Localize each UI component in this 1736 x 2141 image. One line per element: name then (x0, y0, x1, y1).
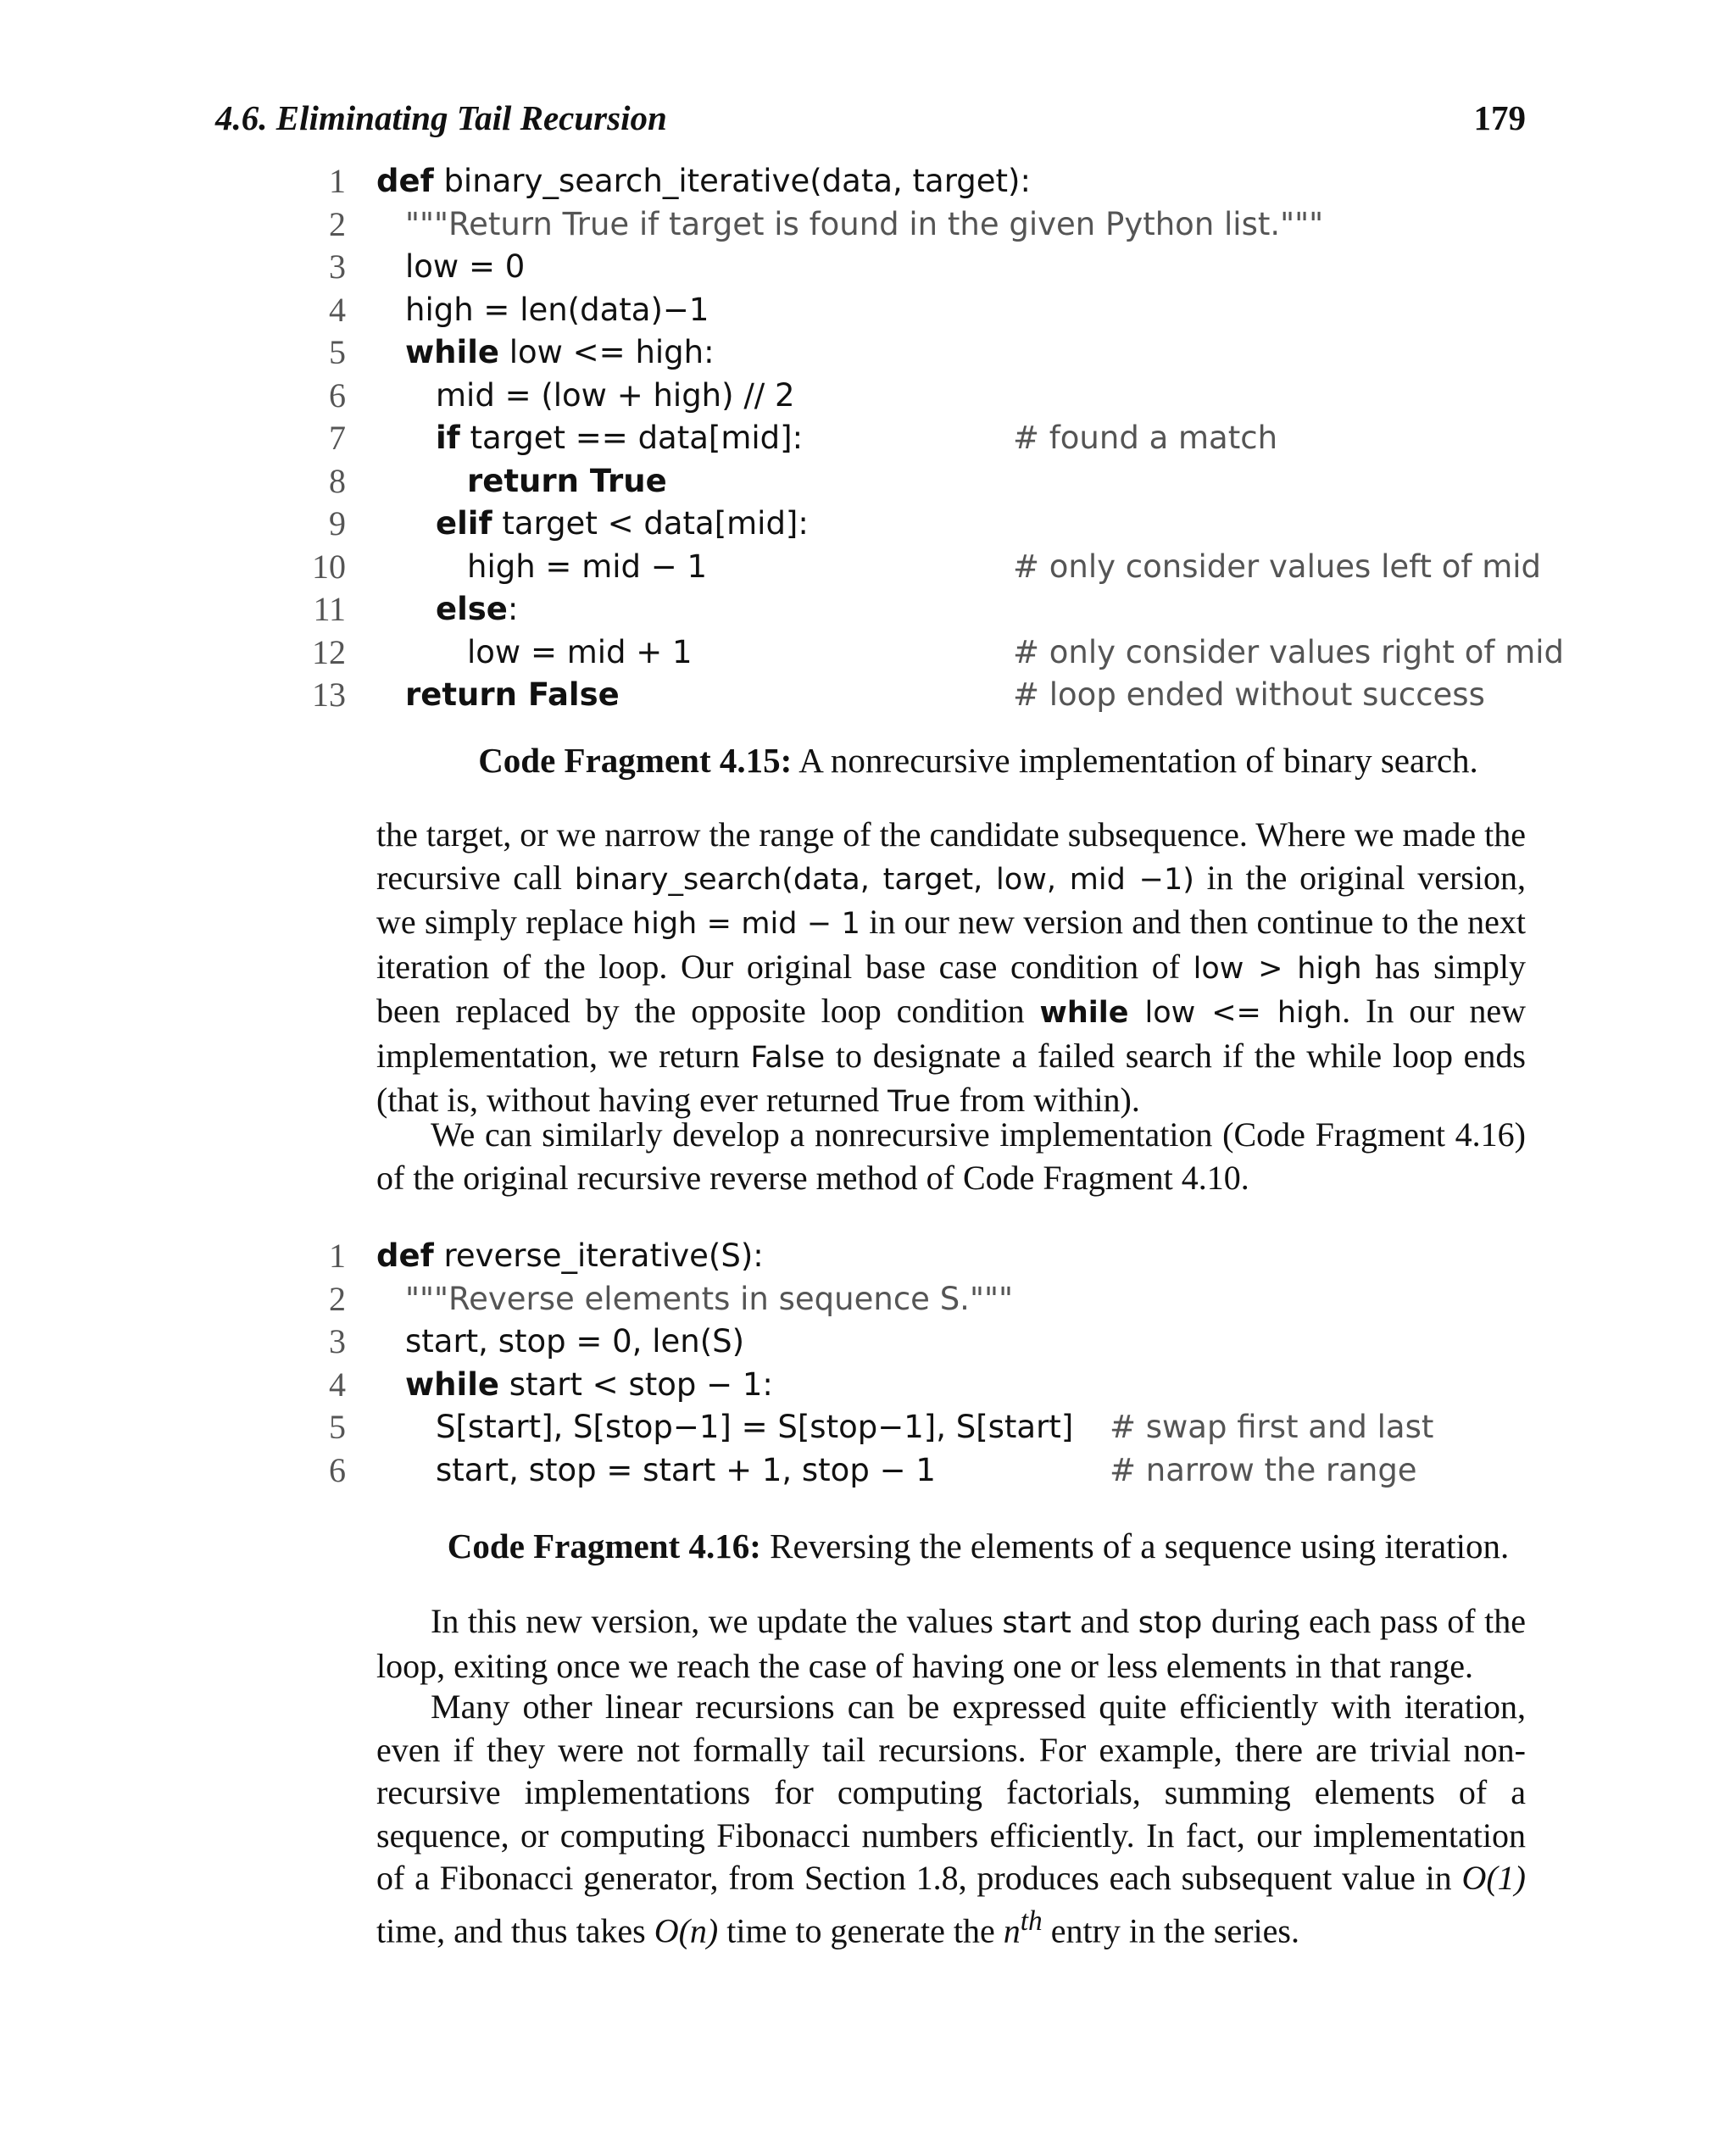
code-line (0, 1449, 1736, 1492)
code-keyword: def (376, 163, 434, 199)
code-text (376, 160, 1031, 203)
text-run: Many other linear recursions can be expressed quite efficiently with iteration, even if they were not formally tail recursions. For example, there are trivial non-recursive implementations for computing factorials, summing elements of a sequence, or computing Fibonacci numbers efficiently. In fact, our implementation of a Fibonacci generator, from Section 1.8, produces each subsequent value in (376, 1688, 1526, 1897)
caption-text: A nonrecursive implementation of binary search. (792, 741, 1478, 780)
line-number: 13 (312, 676, 346, 714)
code-text: high = mid − 1 (467, 548, 708, 585)
docstring: """Return True if target is found in the given Python list.""" (405, 205, 1324, 242)
code-line (0, 1406, 1736, 1449)
code-line (0, 1321, 1736, 1363)
line-number: 4 (329, 290, 346, 329)
code-line (0, 1364, 1736, 1406)
code-text (436, 417, 803, 459)
code-text (436, 503, 809, 545)
line-number: 3 (329, 247, 346, 286)
code-keyword: if (436, 420, 460, 456)
code-text: mid = (low + high) // 2 (436, 376, 795, 414)
math-expression: O(n) (654, 1910, 719, 1949)
code-line (0, 246, 1736, 288)
code-line (0, 289, 1736, 331)
code-text: start, stop = start + 1, stop − 1 (436, 1451, 936, 1488)
line-number: 1 (329, 162, 346, 200)
code-line (0, 1278, 1736, 1321)
code-rest: binary_search_iterative(data, target): (433, 163, 1031, 199)
line-number: 11 (313, 590, 346, 628)
docstring: """Reverse elements in sequence S.""" (405, 1280, 1014, 1317)
code-comment: # only consider values left of mid (1013, 548, 1542, 585)
line-number: 4 (329, 1365, 346, 1404)
paragraph: We can similarly develop a nonrecursive implementation (Code Fragment 4.16) of the original recursive reverse method of Code Fragment 4.10. (376, 1115, 1526, 1197)
paragraph (376, 1600, 1526, 1688)
code-keyword: while (405, 1365, 499, 1403)
text-run: the target, or we narrow the range of the candidate subsequence. Where we made the recursive call (376, 815, 1526, 897)
inline-code: low <= high (1128, 996, 1343, 1030)
text-run: has simply been replaced by the opposite loop condition (376, 947, 1526, 1030)
code-line (0, 631, 1736, 674)
inline-code: False (750, 1040, 826, 1075)
code-keyword: elif (436, 505, 492, 542)
code-comment: # swap first and last (1110, 1409, 1434, 1445)
code-text: low = mid + 1 (467, 633, 693, 670)
code-line (0, 417, 1736, 459)
code-comment: # narrow the range (1110, 1451, 1417, 1488)
page-number: 179 (1473, 98, 1526, 137)
code-comment: # only consider values right of mid (1013, 633, 1565, 670)
text-run: entry in the series. (1042, 1910, 1299, 1949)
code-line (0, 674, 1736, 716)
text-run: In this new version, we update the values (431, 1602, 1003, 1640)
math-expression: n (1003, 1910, 1021, 1949)
line-number: 7 (329, 419, 346, 457)
line-number: 5 (329, 1408, 346, 1446)
inline-code: low > high (1193, 951, 1362, 986)
line-number: 9 (329, 504, 346, 542)
inline-code: True (887, 1085, 951, 1119)
code-rest: low <= high: (498, 334, 715, 370)
code-text (405, 1364, 773, 1406)
code-text: low = 0 (405, 248, 526, 285)
code-text (467, 460, 667, 503)
line-number: 2 (329, 1279, 346, 1318)
code-text: S[start], S[stop−1] = S[stop−1], S[start] (436, 1409, 1074, 1445)
line-number: 6 (329, 1450, 346, 1489)
line-number: 10 (312, 547, 346, 586)
caption-code-fragment-4-15 (215, 740, 1736, 781)
code-keyword: return True (467, 462, 667, 499)
code-line (0, 203, 1736, 246)
text-run: in our new version and then continue to the next iteration of the loop. Our original base case condition of (376, 903, 1527, 986)
line-number: 6 (329, 375, 346, 414)
code-line (0, 588, 1736, 631)
code-line (0, 160, 1736, 203)
text-run: time, and thus takes (376, 1910, 654, 1949)
code-line (0, 1235, 1736, 1277)
math-expression: O(1) (1461, 1859, 1526, 1897)
caption-text: Reversing the elements of a sequence using iteration. (760, 1527, 1510, 1565)
line-number: 5 (329, 333, 346, 371)
text-run: to designate a failed search if the while loop ends (that is, without having ever returned (376, 1036, 1526, 1119)
running-head (215, 97, 1526, 145)
line-number: 12 (312, 632, 346, 671)
text-run: from within). (950, 1081, 1140, 1119)
text-run: time to generate the (718, 1910, 1004, 1949)
text-run: in the original version, we simply replace (376, 858, 1526, 941)
code-line (0, 546, 1736, 588)
text-run: and (1071, 1602, 1138, 1640)
code-comment: # found a match (1013, 420, 1278, 456)
inline-code: binary_search(data, target, low, mid −1) (574, 862, 1194, 897)
code-rest: target == data[mid]: (459, 420, 804, 456)
caption-label: Code Fragment 4.16: (447, 1527, 761, 1565)
code-rest: : (507, 591, 519, 627)
caption-code-fragment-4-16 (215, 1526, 1736, 1566)
code-rest: reverse_iterative(S): (433, 1237, 764, 1274)
code-keyword: def (376, 1237, 434, 1274)
math-superscript: th (1020, 1905, 1043, 1937)
text-run: during each pass of the loop, exiting once we reach the case of having one or less elements in that range. (376, 1602, 1526, 1685)
paragraph (376, 1686, 1526, 1952)
code-rest: start < stop − 1: (498, 1365, 773, 1403)
text-run: . In our new implementation, we return (376, 992, 1527, 1075)
code-text: start, stop = 0, len(S) (405, 1323, 745, 1360)
line-number: 1 (329, 1237, 346, 1275)
inline-code-keyword: while (1039, 996, 1129, 1030)
code-keyword: return False (405, 676, 620, 713)
line-number: 2 (329, 204, 346, 243)
code-keyword: while (405, 334, 499, 370)
inline-code: stop (1138, 1606, 1203, 1640)
line-number: 8 (329, 461, 346, 500)
code-text (436, 588, 518, 631)
code-text (405, 331, 715, 374)
code-line (0, 375, 1736, 417)
code-comment: # loop ended without success (1013, 676, 1485, 713)
caption-label: Code Fragment 4.15: (478, 741, 793, 780)
line-number: 3 (329, 1322, 346, 1360)
code-text (376, 1235, 764, 1277)
code-rest: target < data[mid]: (492, 505, 809, 542)
paragraph (376, 814, 1526, 1124)
code-line (0, 503, 1736, 545)
code-line (0, 460, 1736, 503)
section-title: 4.6. Eliminating Tail Recursion (215, 98, 667, 137)
code-text (405, 674, 620, 716)
code-text: high = len(data)−1 (405, 291, 709, 328)
code-keyword: else (436, 591, 508, 627)
code-line (0, 331, 1736, 374)
inline-code: high = mid − 1 (632, 907, 860, 941)
inline-code: start (1002, 1606, 1071, 1640)
